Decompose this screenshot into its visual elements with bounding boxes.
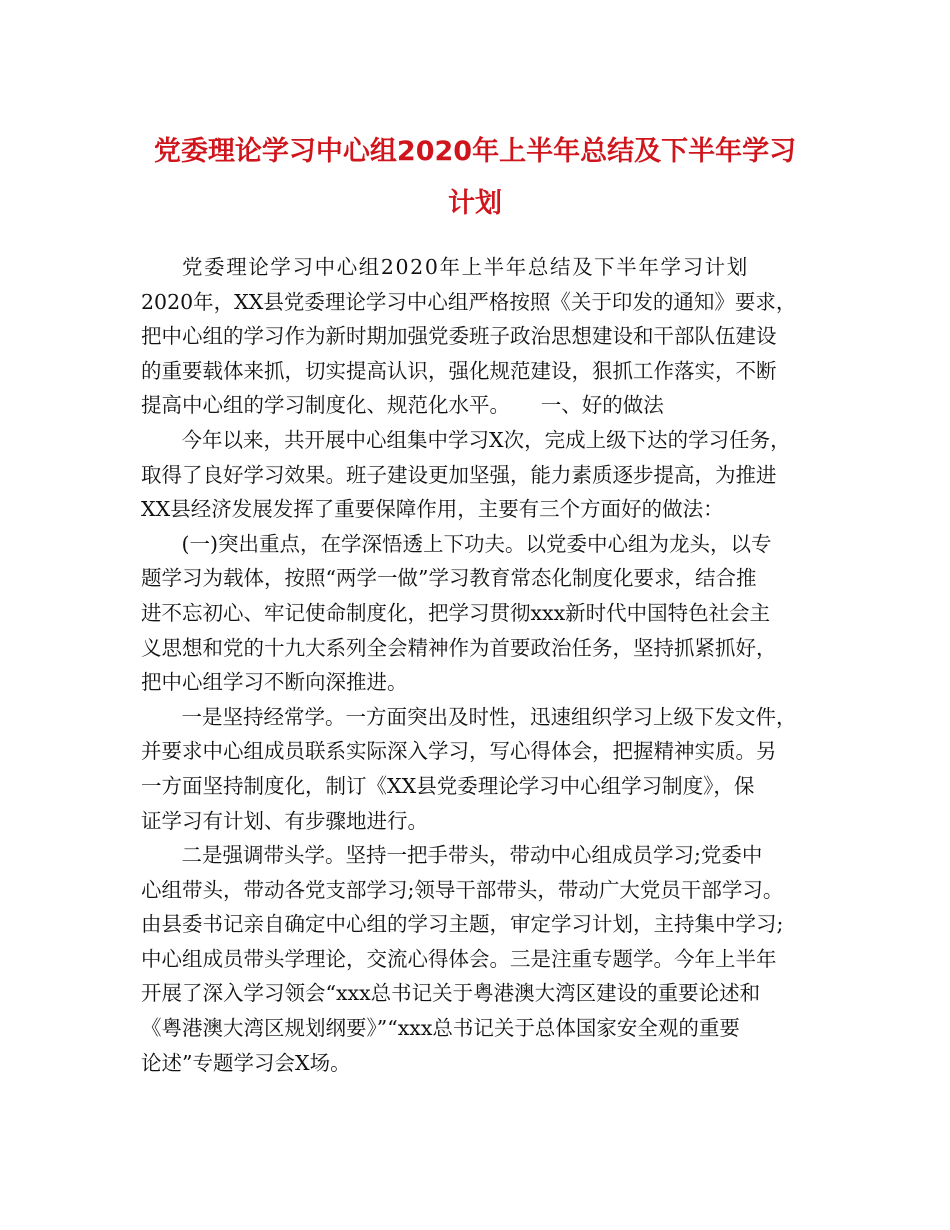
body-line: 论述”专题学习会X场。 [141,1050,351,1075]
body-line: 并要求中心组成员联系实际深入学习，写心得体会，把握精神实质。另 [141,739,777,764]
body-line: 的重要载体来抓，切实提高认识，强化规范建设，狠抓工作落实，不断 [141,358,777,383]
body-line: 进不忘初心、牢记使命制度化，把学习贯彻xxx新时代中国特色社会主 [141,600,771,625]
body-line: 2020年，XX县党委理论学习中心组严格按照《关于印发的通知》要求， [141,289,797,314]
body-line: 心组带头，带动各党支部学习;领导干部带头，带动广大党员干部学习。 [141,877,784,902]
body-line: 题学习为载体，按照“两学一做”学习教育常态化制度化要求，结合推 [141,566,757,591]
body-line: 党委理论学习中心组2020年上半年总结及下半年学习计划 [182,255,749,279]
body-line: (一)突出重点，在学深悟透上下功夫。以党委中心组为龙头，以专 [161,531,772,556]
body-line: 今年以来，共开展中心组集中学习X次，完成上级下达的学习任务， [161,427,791,452]
body-line: 二是强调带头学。坚持一把手带头，带动中心组成员学习;党委中 [161,843,763,868]
body-line: 一方面坚持制度化，制订《XX县党委理论学习中心组学习制度》，保 [141,773,755,798]
body-line: 义思想和党的十九大系列全会精神作为首要政治任务，坚持抓紧抓好， [141,635,777,660]
document-title [110,126,840,230]
body-line: 《粤港澳大湾区规划纲要》”“xxx总书记关于总体国家安全观的重要 [141,1016,740,1041]
document-body [141,250,821,1080]
body-line: 中心组成员带头学理论，交流心得体会。三是注重专题学。今年上半年 [141,946,777,971]
body-line: 一是坚持经常学。一方面突出及时性，迅速组织学习上级下发文件， [161,704,797,729]
body-line: 把中心组的学习作为新时期加强党委班子政治思想建设和干部队伍建设 [141,324,777,349]
body-line: 开展了深入学习领会“xxx总书记关于粤港澳大湾区建设的重要论述和 [141,981,761,1006]
body-line: 证学习有计划、有步骤地进行。 [141,808,428,833]
body-line: 取得了良好学习效果。班子建设更加坚强，能力素质逐步提高，为推进 [141,462,777,487]
body-line: 由县委书记亲自确定中心组的学习主题，审定学习计划，主持集中学习; [141,912,784,937]
title-line-1: 党委理论学习中心组2020年上半年总结及下半年学习 [153,136,797,167]
body-line: 把中心组学习不断向深推进。 [141,670,408,695]
body-line: XX县经济发展发挥了重要保障作用，主要有三个方面好的做法： [141,497,724,522]
body-line: 提高中心组的学习制度化、规范化水平。 一、好的做法 [141,393,664,418]
title-line-2: 计划 [448,188,502,219]
